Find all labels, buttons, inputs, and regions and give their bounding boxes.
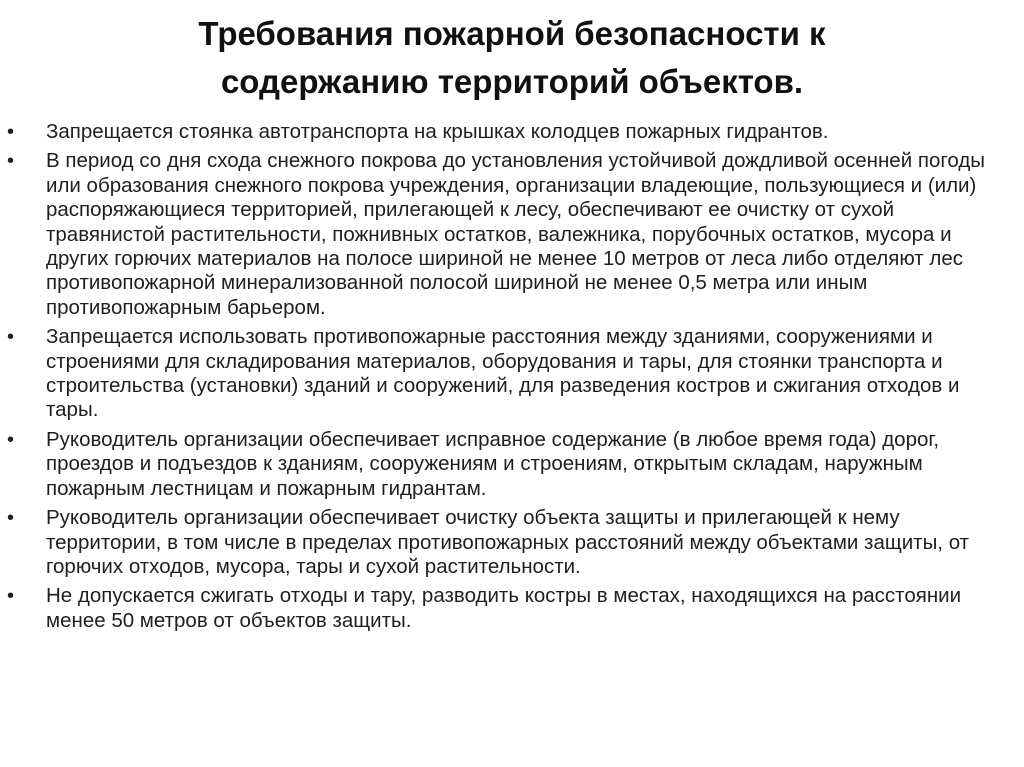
bullet-item-6 [0, 584, 1024, 633]
bullet-text: Руководитель организации обеспечивает исправное содержание (в любое время года) дорог, проездов и подъездов к зданиям, сооружениям и строениям, открытым складам, наружным пожарным лестницам и пожарным гидрантам. [46, 427, 940, 500]
slide-title-line-2: содержанию территорий объектов. [220, 63, 804, 100]
bullet-marker: • [7, 585, 15, 608]
bullet-item-3 [0, 325, 1024, 423]
bullet-list [0, 120, 1024, 633]
bullet-item-1 [0, 120, 1024, 144]
slide-title-line-1: Требования пожарной безопасности к [198, 15, 826, 52]
bullet-text: Запрещается стоянка автотранспорта на крышках колодцев пожарных гидрантов. [46, 120, 829, 143]
bullet-item-5 [0, 506, 1024, 579]
slide-title [40, 10, 984, 106]
bullet-marker: • [7, 150, 15, 173]
bullet-text: Не допускается сжигать отходы и тару, разводить костры в местах, находящихся на расстоянии менее 50 метров от объектов защиты. [46, 584, 962, 632]
bullet-marker: • [7, 121, 15, 143]
bullet-text: В период со дня схода снежного покрова до установления устойчивой дождливой осенней погоды или образования снежного покрова учреждения, организации владеющие, пользующиеся и (или) распоряжающиеся территорией, прилегающей к лесу, обеспечивают ее очистку от сухой травянистой растительности, пожнивных остатков, валежника, порубочных остатков, мусора и других горючих материалов на полосе шириной не менее 10 метров от леса либо отделяют лес противопожарной минерализованной полосой шириной не менее 0,5 метра или иным противопожарным барьером. [46, 149, 986, 319]
bullet-item-4 [0, 428, 1024, 501]
slide-content [0, 120, 1024, 638]
bullet-marker: • [7, 326, 15, 349]
bullet-marker: • [7, 428, 15, 451]
bullet-marker: • [7, 507, 15, 530]
bullet-text: Запрещается использовать противопожарные расстояния между зданиями, сооружениями и строениями для складирования материалов, оборудования и тары, для стоянки транспорта и строительства (установки) зданий и сооружений, для разведения костров и сжигания отходов и тары. [46, 325, 960, 422]
bullet-text: Руководитель организации обеспечивает очистку объекта защиты и прилегающей к нему территории, в том числе в пределах противопожарных расстояний между объектами защиты, от горючих отходов, мусора, тары и сухой растительности. [46, 506, 970, 578]
bullet-item-2 [0, 149, 1024, 320]
